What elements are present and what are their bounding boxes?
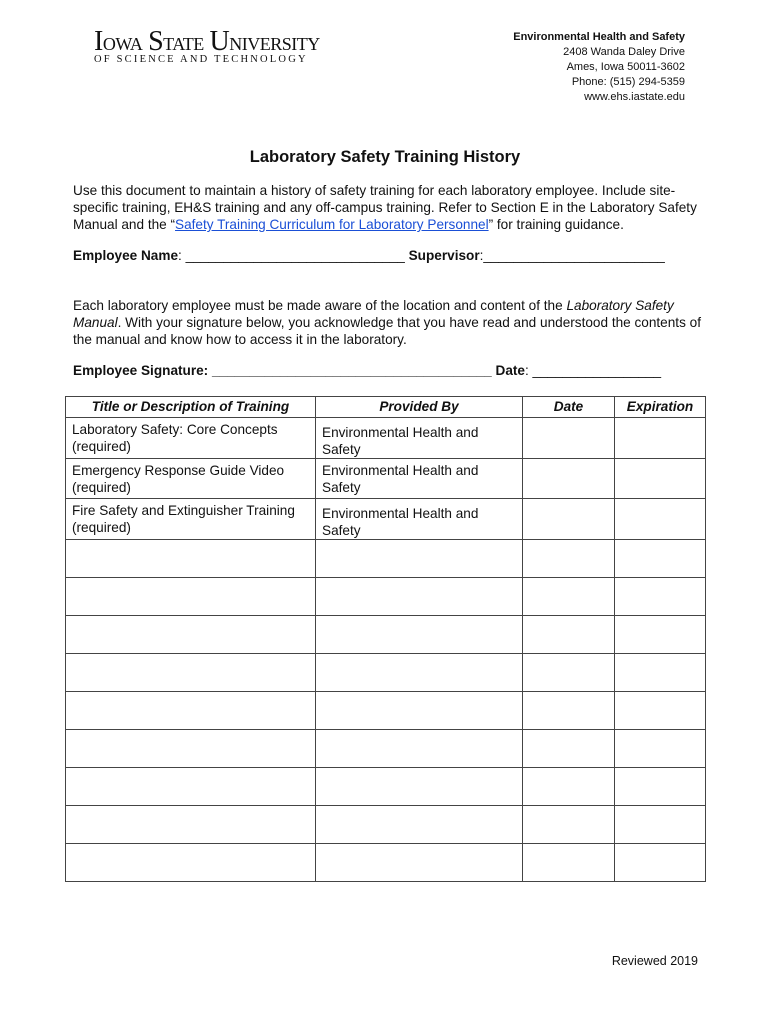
expiration-cell[interactable] (615, 654, 706, 692)
table-row (66, 418, 706, 459)
date-label: Date (491, 363, 525, 378)
table-row (66, 806, 706, 844)
date-cell[interactable] (523, 418, 615, 459)
expiration-cell[interactable] (615, 844, 706, 882)
signature-field[interactable]: _____________________________________ (212, 363, 492, 378)
intro-text: Use this document to maintain a history of safety training for each laboratory employee. Include site-specific training, EH&S training and any off-campus training. Refer to Section E in the Laboratory Safety Manual and the “ (73, 183, 697, 232)
curriculum-link[interactable]: Safety Training Curriculum for Laboratory Personnel (175, 217, 489, 232)
training-title-cell[interactable] (66, 540, 316, 578)
date-cell[interactable] (523, 768, 615, 806)
expiration-cell[interactable] (615, 418, 706, 459)
date-cell[interactable] (523, 540, 615, 578)
table-row (66, 459, 706, 499)
table-row (66, 692, 706, 730)
expiration-cell[interactable] (615, 499, 706, 540)
table-header-row (66, 397, 706, 418)
training-title-cell[interactable] (66, 768, 316, 806)
col-header-title: Title or Description of Training (66, 397, 316, 418)
expiration-cell[interactable] (615, 768, 706, 806)
website[interactable]: www.ehs.iastate.edu (584, 91, 685, 103)
provided-by-cell[interactable] (316, 540, 523, 578)
table-row (66, 654, 706, 692)
provided-by-cell[interactable]: Environmental Health and Safety (316, 499, 523, 540)
provided-by-cell[interactable] (316, 578, 523, 616)
table-row (66, 844, 706, 882)
training-table (65, 396, 706, 882)
acknowledgement-paragraph (73, 297, 703, 348)
provided-by-cell[interactable] (316, 654, 523, 692)
table-row (66, 540, 706, 578)
review-date: Reviewed 2019 (611, 954, 698, 968)
date-cell[interactable] (523, 578, 615, 616)
page-title: Laboratory Safety Training History (249, 148, 521, 166)
date-cell[interactable] (523, 692, 615, 730)
training-title-cell[interactable] (66, 692, 316, 730)
date-cell[interactable] (523, 844, 615, 882)
expiration-cell[interactable] (615, 692, 706, 730)
dept-name: Environmental Health and Safety (513, 31, 685, 43)
table-row (66, 768, 706, 806)
date-cell[interactable] (523, 459, 615, 499)
provided-by-cell[interactable] (316, 730, 523, 768)
table-row (66, 499, 706, 540)
training-title-cell[interactable]: Emergency Response Guide Video (required) (66, 459, 316, 499)
employee-name-field[interactable]: : _____________________________ (178, 248, 405, 263)
intro-paragraph (73, 182, 703, 233)
provided-by-cell[interactable] (316, 616, 523, 654)
table-row (66, 616, 706, 654)
employee-name-label: Employee Name (73, 248, 179, 263)
provided-by-cell[interactable] (316, 768, 523, 806)
provided-by-cell[interactable]: Environmental Health and Safety (316, 418, 523, 459)
date-cell[interactable] (523, 806, 615, 844)
city-state-zip: Ames, Iowa 50011-3602 (566, 61, 685, 73)
training-title-cell[interactable] (66, 730, 316, 768)
expiration-cell[interactable] (615, 616, 706, 654)
date-cell[interactable] (523, 499, 615, 540)
training-title-cell[interactable] (66, 578, 316, 616)
expiration-cell[interactable] (615, 578, 706, 616)
ack-text-end: . With your signature below, you acknowledge that you have read and understood the contents of the manual and know how to access it in the laboratory. (73, 315, 701, 347)
expiration-cell[interactable] (615, 459, 706, 499)
col-header-expiration: Expiration (615, 397, 706, 418)
date-cell[interactable] (523, 730, 615, 768)
employee-supervisor-line (73, 248, 665, 263)
provided-by-cell[interactable] (316, 806, 523, 844)
training-title-cell[interactable] (66, 806, 316, 844)
phone-number: Phone: (515) 294-5359 (571, 76, 685, 88)
date-field[interactable]: : _________________ (524, 363, 662, 378)
col-header-provided-by: Provided By (316, 397, 523, 418)
signature-label: Employee Signature: (73, 363, 212, 378)
table-row (66, 730, 706, 768)
training-title-cell[interactable] (66, 844, 316, 882)
provided-by-cell[interactable] (316, 844, 523, 882)
training-title-cell[interactable] (66, 654, 316, 692)
training-title-cell[interactable] (66, 616, 316, 654)
ack-text: Each laboratory employee must be made aware of the location and content of the (73, 298, 567, 313)
supervisor-label: Supervisor (404, 248, 480, 263)
training-title-cell[interactable]: Laboratory Safety: Core Concepts (required) (66, 418, 316, 459)
expiration-cell[interactable] (615, 540, 706, 578)
training-title-cell[interactable]: Fire Safety and Extinguisher Training (required) (66, 499, 316, 540)
date-cell[interactable] (523, 616, 615, 654)
street-address: 2408 Wanda Daley Drive (563, 46, 685, 58)
logo-wordmark: Iowa State University (94, 26, 320, 57)
col-header-date: Date (523, 397, 615, 418)
signature-date-line (73, 363, 661, 378)
logo-tagline: OF SCIENCE AND TECHNOLOGY (94, 54, 308, 65)
expiration-cell[interactable] (615, 730, 706, 768)
dept-address-block (513, 30, 685, 105)
table-row (66, 578, 706, 616)
provided-by-cell[interactable]: Environmental Health and Safety (316, 459, 523, 499)
manual-title: Laboratory Safety Manual (73, 298, 674, 330)
expiration-cell[interactable] (615, 806, 706, 844)
supervisor-field[interactable]: :________________________ (479, 248, 665, 263)
date-cell[interactable] (523, 654, 615, 692)
provided-by-cell[interactable] (316, 692, 523, 730)
intro-text-end: ” for training guidance. (488, 217, 624, 232)
